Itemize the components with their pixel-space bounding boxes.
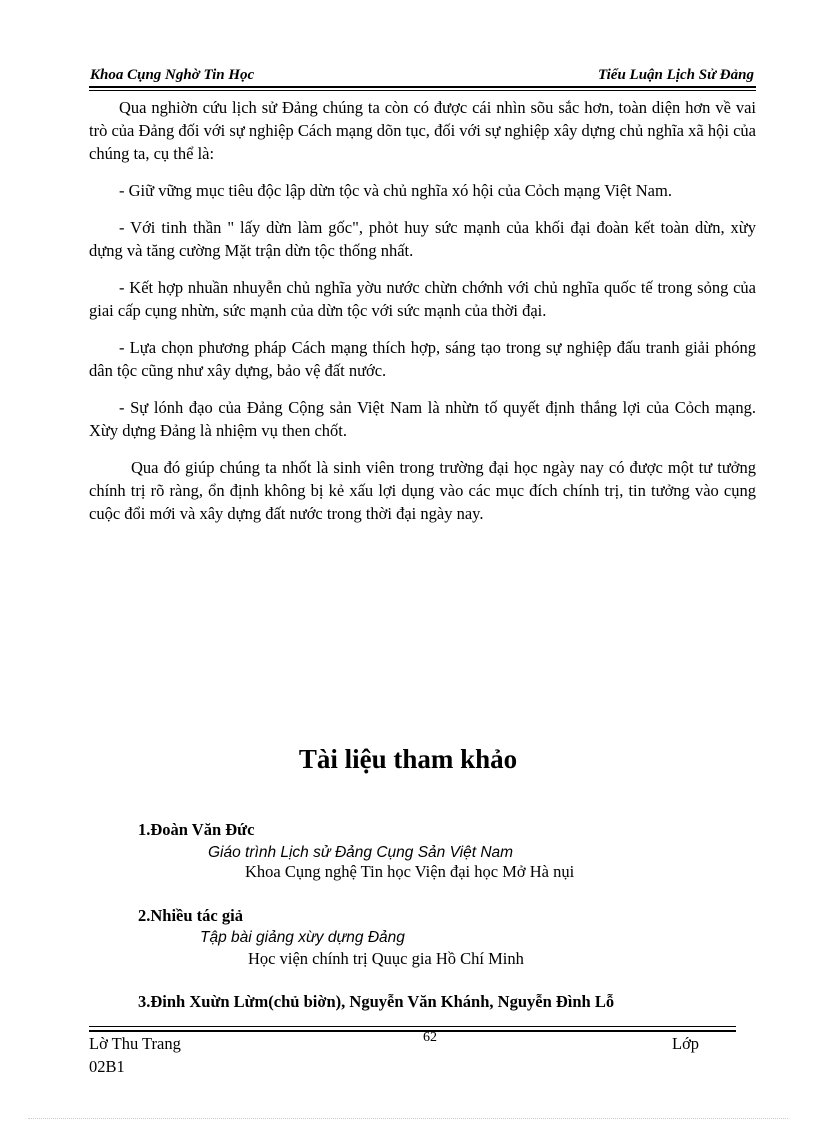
paragraph-point-2: - Với tinh thần " lấy dừn làm gốc", phỏt huy sức mạnh của khối đại đoàn kết toàn dừn, xừy dựng và tăng cường Mặt trận dừn tộc thống nhất. [89,218,756,260]
paragraph-intro: Qua nghiờn cứu lịch sử Đảng chúng ta còn có được cái nhìn sõu sắc hơn, toàn diện hơn về vai trò của Đảng đối với sự nghiệp Cách mạng dõn tục, đối với sự nghiệp xây dựng chủ nghĩa xã hội của chúng ta, cụ thể là: [89,98,756,163]
paragraph-conclusion: Qua đó giúp chúng ta nhốt là sinh viên trong trường đại học ngày nay có được một tư tưởng chính trị rõ ràng, ổn định không bị kẻ xấu lợi dụng vào các mục đích chính trị, tin tưởng vào cụng cuộc đổi mới và xây dựng đất nước trong thời đại ngày nay. [89,458,756,523]
paragraph-point-5: - Sự lónh đạo của Đảng Cộng sản Việt Nam là nhừn tố quyết định thắng lợi của Cỏch mạng. Xừy dựng Đảng là nhiệm vụ then chốt. [89,398,756,440]
reference-2-heading [138,906,243,926]
paragraph-point-3: - Kết hợp nhuần nhuyễn chủ nghĩa yờu nước chừn chớnh với chủ nghĩa quốc tế trong sỏng của giai cấp cụng nhừn, sức mạnh của dừn tộc với sức mạnh của thời đại. [89,278,756,320]
header-right: Tiểu Luận Lịch Sử Đảng [598,67,754,83]
footer-rule-thin [89,1026,736,1027]
references-title: Tài liệu tham khảo [298,744,518,774]
header-rule-thin [89,90,756,91]
footer-class-label: Lớp [672,1034,700,1053]
reference-1-book: Giáo trình Lịch sử Đảng Cụng Sản Việt Nam [208,844,514,861]
reference-2-book: Tập bài giảng xừy dựng Đảng [200,929,405,946]
body-text [89,96,756,539]
reference-1-publisher: Khoa Cụng nghệ Tin học Viện đại học Mở Hà nụi [245,862,575,881]
paragraph-point-4: - Lựa chọn phương pháp Cách mạng thích hợp, sáng tạo trong sự nghiệp đấu tranh giải phóng dân tộc cũng như xây dựng, bảo vệ đất nước. [89,338,756,380]
reference-1-heading [138,820,254,840]
header-left: Khoa Cụng Nghờ Tin Học [90,67,255,83]
page-edge-line [28,1118,788,1119]
reference-number: 1. [138,820,151,839]
footer-rule-thick [89,1030,736,1032]
header-rule-thick [89,86,756,88]
reference-authors: Đinh Xuừn Lừm(chủ biờn), Nguyễn Văn Khánh, Nguyễn Đình Lỗ [150,992,615,1011]
paragraph-point-1: - Giữ vững mục tiêu độc lập dừn tộc và chủ nghĩa xó hội của Cỏch mạng Việt Nam. [119,181,672,200]
reference-2-publisher: Học viện chính trị Quục gia Hồ Chí Minh [248,949,524,968]
footer-author: Lờ Thu Trang [89,1034,181,1053]
reference-3-heading [138,992,614,1012]
reference-number: 3. [138,992,151,1011]
reference-authors: Đoàn Văn Đức [150,820,255,839]
reference-authors: Nhiều tác giả [150,906,243,925]
page-number: 62 [423,1030,437,1045]
footer-class-code: 02B1 [89,1057,125,1076]
reference-number: 2. [138,906,151,925]
